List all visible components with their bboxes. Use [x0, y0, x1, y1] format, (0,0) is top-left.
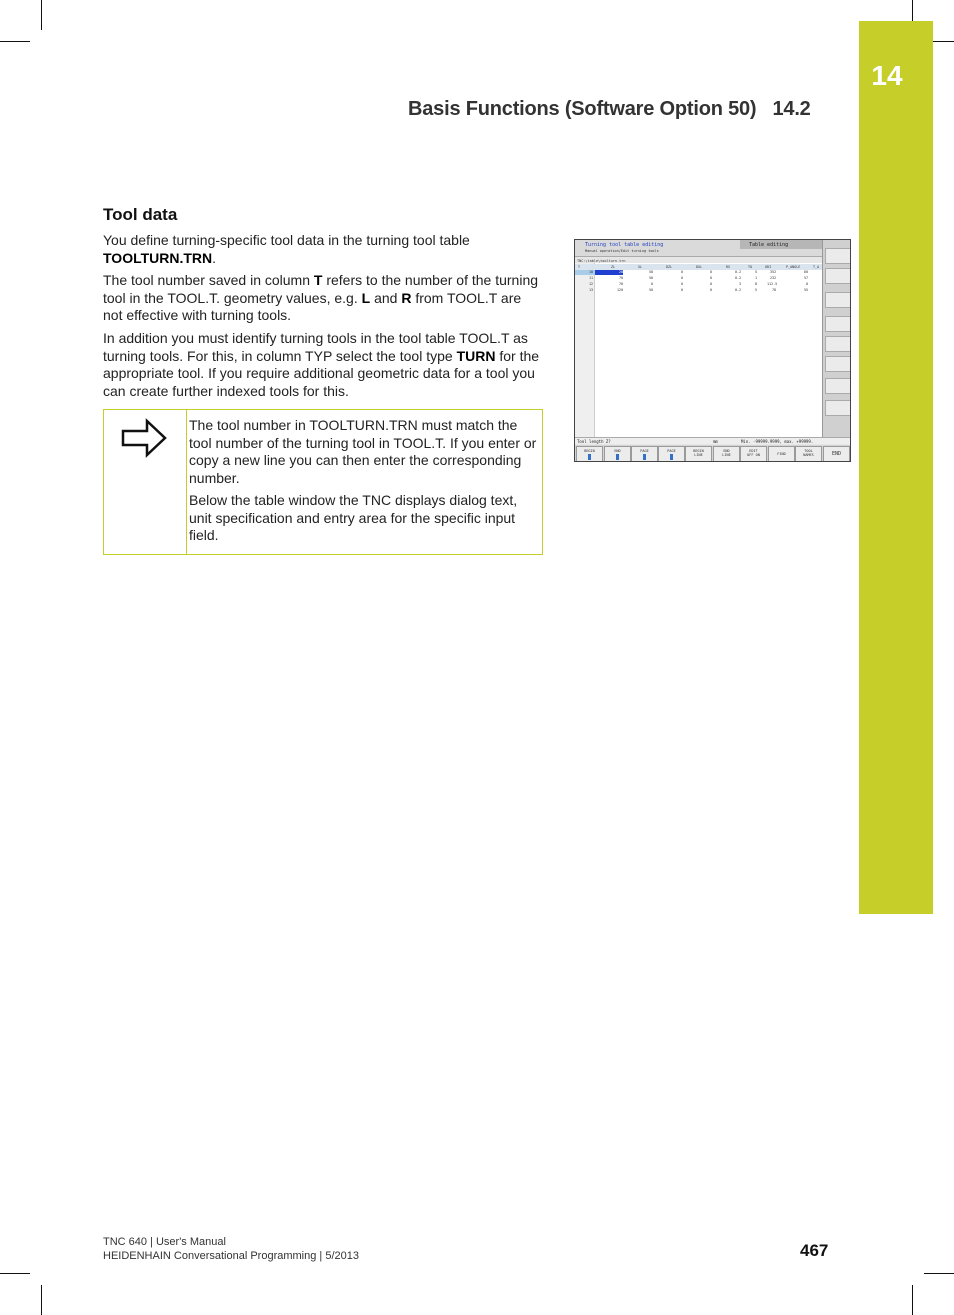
table-cell: 8 — [755, 282, 758, 286]
table-cell: 12 — [589, 282, 594, 286]
paragraph-bold: T — [313, 272, 323, 288]
paragraph-text: for the appropriate tool. If you require additional geometric data for a tool you can create further indexed tools for this. — [103, 347, 540, 399]
footer-line-1: TNC 640 | User's Manual — [103, 1236, 226, 1248]
table-cell: 50 — [649, 270, 654, 274]
arrow-down-icon — [616, 454, 619, 460]
page-down-icon — [670, 454, 673, 460]
paragraph-1 — [103, 232, 543, 267]
table-cell: 0 — [681, 276, 684, 280]
softkey-label: END — [614, 449, 621, 453]
table-cell: 112.5 — [767, 282, 778, 286]
softkey-label: LINE — [694, 453, 703, 457]
col-header: T — [578, 265, 581, 269]
softkey-find[interactable] — [768, 446, 795, 462]
paragraph-bold: TOOLTURN.TRN — [103, 249, 213, 266]
crop-mark — [41, 0, 42, 30]
table-cell: 60 — [804, 270, 809, 274]
side-softkey[interactable] — [825, 336, 851, 352]
crop-mark — [0, 1273, 30, 1274]
paragraph-text: The tool number saved in column — [103, 272, 314, 288]
col-header: T_A — [813, 265, 820, 269]
table-cell: 0 — [806, 282, 809, 286]
table-cell: 10 — [589, 270, 594, 274]
softkey-page-down[interactable] — [658, 446, 685, 462]
chapter-tab — [859, 21, 933, 914]
paragraph-bold: TURN — [456, 347, 496, 364]
col-header: DXL — [696, 265, 703, 269]
softkey-tool-names[interactable] — [795, 446, 822, 462]
paragraph-text: refers to the number of the turning tool in the TOOL.T. geometry values, e.g. — [103, 272, 539, 306]
tool-table[interactable] — [575, 263, 822, 437]
table-cell: 70 — [619, 282, 624, 286]
softkey-label: PAGE — [667, 449, 676, 453]
softkey-label: TOOL — [804, 449, 813, 453]
table-cell: 0.2 — [735, 288, 742, 292]
table-cell: 55 — [804, 288, 809, 292]
softkey-end-line[interactable] — [713, 446, 740, 462]
side-softkey[interactable] — [825, 400, 851, 416]
table-cell: 0 — [681, 270, 684, 274]
paragraph-2 — [103, 272, 543, 325]
col-header: TO — [748, 265, 753, 269]
screen-header — [575, 240, 822, 257]
screen-title: Turning tool table editing — [585, 242, 664, 248]
note-paragraph-2: Below the table window the TNC displays dialog text, unit specification and entry area for the specific input field. — [189, 492, 518, 544]
dialog-unit: mm — [713, 439, 718, 444]
table-cell: 78 — [772, 288, 777, 292]
paragraph-bold: L — [361, 289, 371, 306]
col-header: RS — [726, 265, 731, 269]
softkey-end-table[interactable] — [823, 446, 850, 462]
arrow-up-icon — [588, 454, 591, 460]
paragraph-bold: R — [401, 289, 412, 306]
table-cell: 0.2 — [735, 270, 742, 274]
table-cell: 3 — [739, 282, 742, 286]
softkey-begin[interactable] — [576, 446, 603, 462]
table-cell: 20 — [619, 270, 624, 274]
dialog-line[interactable] — [575, 437, 851, 444]
running-head — [408, 98, 811, 121]
softkey-label: FIND — [777, 452, 786, 456]
softkey-bar — [575, 445, 851, 462]
col-header: P_ANGLE — [786, 265, 801, 269]
table-cell: 70 — [619, 276, 624, 280]
softkey-label: END — [723, 449, 730, 453]
softkey-label: EDIT — [749, 449, 758, 453]
paragraph-text: and — [370, 289, 402, 306]
table-cell: 0 — [681, 288, 684, 292]
softkey-edit[interactable] — [740, 446, 767, 462]
side-softkey[interactable] — [825, 356, 851, 372]
footer-manual-info — [103, 1235, 359, 1263]
note-box — [103, 409, 543, 555]
paragraph-3 — [103, 330, 543, 400]
table-cell: 5 — [755, 288, 758, 292]
table-cell: 50 — [649, 288, 654, 292]
crop-mark — [924, 1273, 954, 1274]
table-cell: 0 — [710, 270, 713, 274]
dialog-range: Min. -99999.9999, max. +99999. — [741, 439, 814, 444]
mode-label: Table editing — [749, 242, 789, 248]
col-header: ZL — [611, 265, 616, 269]
table-cell: 232 — [770, 276, 777, 280]
softkey-begin-line[interactable] — [685, 446, 712, 462]
page-up-icon — [643, 454, 646, 460]
table-cell: 0 — [710, 276, 713, 280]
col-header: XL — [638, 265, 643, 269]
paragraph-text: . — [212, 249, 217, 266]
tnc-screenshot — [574, 239, 851, 462]
table-cell: 0.2 — [735, 276, 742, 280]
screen-subtitle: Manual operation/Edit turning tools — [585, 249, 659, 253]
col-header: DZL — [666, 265, 673, 269]
table-cell: 1 — [755, 276, 758, 280]
softkey-label: BEGIN — [584, 449, 595, 453]
softkey-end[interactable] — [604, 446, 631, 462]
softkey-label: PAGE — [640, 449, 649, 453]
chapter-number: 14 — [871, 60, 903, 91]
side-softkey[interactable] — [825, 316, 851, 332]
crop-mark — [0, 41, 30, 42]
page-number: 467 — [800, 1241, 829, 1260]
side-softkey[interactable] — [825, 378, 851, 394]
table-cell: 11 — [589, 276, 594, 280]
side-softkey-bar — [822, 240, 851, 437]
softkey-label: NAMES — [803, 453, 814, 457]
table-cell: 0 — [651, 282, 654, 286]
side-softkey[interactable] — [825, 268, 851, 284]
crop-mark — [41, 1285, 42, 1315]
softkey-label: END — [831, 451, 842, 457]
table-cell: 5 — [755, 270, 758, 274]
side-softkey[interactable] — [825, 292, 851, 308]
table-cell: 13 — [589, 288, 594, 292]
table-cell: 0 — [681, 282, 684, 286]
table-cell: 57 — [804, 276, 809, 280]
table-cell: 120 — [617, 288, 624, 292]
paragraph-text: from TOOL.T are not effective with turning tools. — [103, 289, 522, 324]
paragraph-text: In addition you must identify turning tools in the tool table TOOL.T as turning tools. For this, in column TYP select the tool type — [103, 330, 528, 364]
dialog-prompt: Tool length Z? — [577, 439, 611, 444]
table-cell: 352 — [770, 270, 777, 274]
footer-line-2: HEIDENHAIN Conversational Programming | 5/2013 — [103, 1250, 359, 1262]
softkey-label: OFF ON — [747, 453, 760, 457]
table-cell: 0 — [710, 282, 713, 286]
softkey-label: LINE — [722, 453, 731, 457]
table-cell: 0 — [710, 288, 713, 292]
softkey-label: BEGIN — [693, 449, 704, 453]
softkey-page-up[interactable] — [631, 446, 658, 462]
paragraph-text: You define turning-specific tool data in the turning tool table — [103, 232, 470, 248]
file-path: TNC:\table\toolturn.trn — [577, 259, 626, 263]
crop-mark — [912, 1285, 913, 1315]
section-number: 14.2 — [772, 98, 811, 120]
section-title: Basis Functions (Software Option 50) — [408, 98, 757, 120]
table-cell: 50 — [649, 276, 654, 280]
page-title: Tool data — [103, 205, 178, 224]
arrow-right-icon — [121, 418, 167, 458]
side-softkey[interactable] — [825, 248, 851, 264]
col-header: ORI — [765, 265, 772, 269]
note-paragraph-1: The tool number in TOOLTURN.TRN must match the tool number of the turning tool in TOOL.T. If you enter or copy a new line you can then enter the corresponding number. — [189, 417, 537, 486]
